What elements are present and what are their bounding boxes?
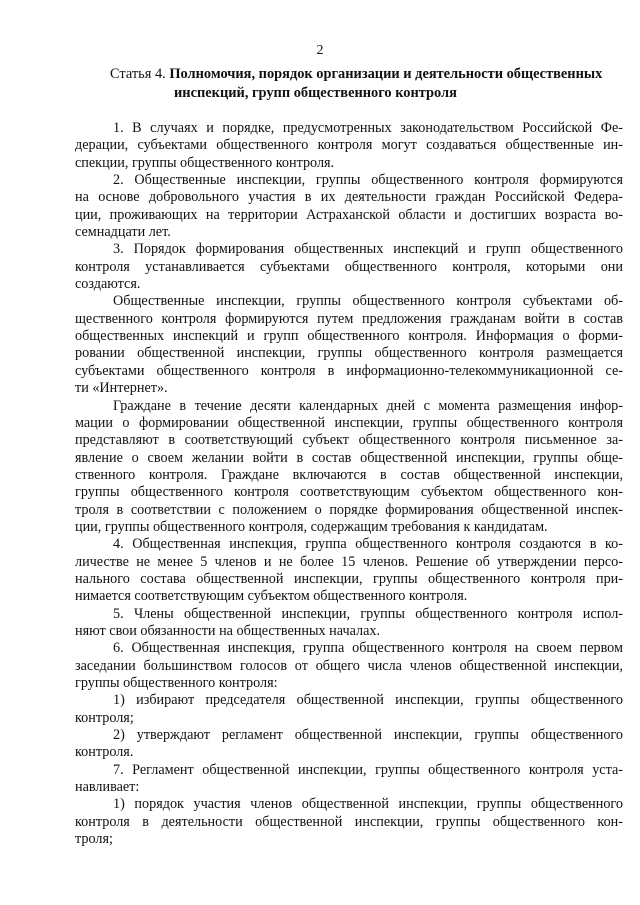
paragraph: [75, 692, 623, 727]
paragraph-line: 2) утверждают регламент общественной инспекции, группы общественного: [113, 727, 623, 744]
paragraph-line: явление о своем желании войти в состав общественной инспекции, группы обще-: [75, 449, 623, 466]
paragraph-line: на основе добровольного участия в их деятельности граждан Российской Федера-: [75, 189, 623, 206]
paragraph-line: троля в соответствии с положением о порядке формирования общественной инспек-: [75, 501, 623, 518]
paragraph-line: контроля.: [75, 744, 134, 761]
paragraph-line: 1) порядок участия членов общественной инспекции, группы общественного: [113, 796, 623, 813]
paragraph-line: 5. Члены общественной инспекции, группы общественного контроля испол-: [113, 605, 623, 622]
paragraph-line: семнадцати лет.: [75, 224, 171, 241]
paragraph: [75, 536, 623, 605]
paragraph-line: 6. Общественная инспекция, группа общественного контроля на своем первом: [113, 640, 623, 657]
paragraph-line: 3. Порядок формирования общественных инспекций и групп общественного: [113, 241, 623, 258]
article-title-line2: инспекций, групп общественного контроля: [174, 85, 457, 101]
paragraph-line: общественных инспекций и групп общественного контроля. Информация о форми-: [75, 328, 623, 345]
paragraph-line: троля;: [75, 831, 113, 848]
paragraph-line: Граждане в течение десяти календарных дней с момента размещения инфор-: [113, 397, 623, 414]
paragraph: [75, 727, 623, 762]
page-number: 2: [316, 43, 324, 58]
paragraph-line: группы общественного контроля соответствующим субъектом общественного кон-: [75, 484, 623, 501]
article-label: Статья 4.: [110, 66, 166, 82]
paragraph-line: личестве не менее 5 членов и не более 15 членов. Решение об утверждении персо-: [75, 553, 623, 570]
paragraph: [75, 120, 623, 172]
paragraph-line: 2. Общественные инспекции, группы общественного контроля формируются: [113, 172, 623, 189]
paragraph-line: заседании большинством голосов от общего числа членов общественной инспекции,: [75, 657, 623, 674]
paragraph-line: дерации, субъектами общественного контроля могут создаваться общественные ин-: [75, 137, 623, 154]
article-heading: [110, 65, 620, 103]
paragraph-line: группы общественного контроля:: [75, 675, 278, 691]
paragraph-line: мации о формировании общественной инспекции, группы общественного контроля: [75, 414, 623, 431]
paragraph: [75, 606, 623, 641]
paragraph: [75, 640, 623, 692]
paragraph-line: спекции, группы общественного контроля.: [75, 154, 335, 171]
paragraph-line: представляют в соответствующий субъект общественного контроля письменное за-: [75, 432, 623, 449]
paragraph-line: ти «Интернет».: [75, 380, 168, 397]
article-body: [75, 120, 623, 848]
paragraph-line: 1. В случаях и порядке, предусмотренных законодательством Российской Фе-: [113, 120, 623, 136]
paragraph-line: субъектами общественного контроля в информационно-телекоммуникационной се-: [75, 362, 623, 379]
paragraph: [75, 762, 623, 797]
paragraph-line: создаются.: [75, 276, 141, 293]
paragraph: [75, 172, 623, 241]
paragraph-line: ровании общественной инспекции, группы общественного контроля размещается: [75, 345, 623, 362]
paragraph-line: навливает:: [75, 779, 140, 796]
paragraph: [75, 293, 623, 397]
paragraph-line: 1) избирают председателя общественной инспекции, группы общественного: [113, 692, 623, 709]
paragraph-line: ственного контроля. Граждане включаются в состав общественной инспекции,: [75, 466, 623, 483]
article-title-line1: Полномочия, порядок организации и деятельности общественных: [169, 66, 603, 82]
paragraph-line: контроля устанавливается субъектами общественного контроля, которыми они: [75, 258, 623, 275]
paragraph-line: щественного контроля формируются путем предложения гражданам войти в состав: [75, 310, 623, 327]
paragraph: [75, 796, 623, 848]
paragraph-line: няют свои обязанности на общественных началах.: [75, 622, 381, 639]
paragraph-line: нимается соответствующим субъектом общественного контроля.: [75, 588, 468, 605]
paragraph-line: 7. Регламент общественной инспекции, группы общественного контроля уста-: [113, 761, 623, 778]
paragraph-line: ции, проживающих на территории Астраханской области и достигших возраста во-: [75, 206, 623, 223]
paragraph-line: контроля в деятельности общественной инспекции, группы общественного кон-: [75, 813, 623, 830]
paragraph-line: Общественные инспекции, группы общественного контроля субъектами об-: [113, 293, 623, 310]
paragraph: [75, 241, 623, 293]
paragraph-line: контроля;: [75, 709, 134, 726]
paragraph-line: 4. Общественная инспекция, группа общественного контроля создаются в ко-: [113, 536, 623, 553]
paragraph-line: ции, группы общественного контроля, содержащим требования к кандидатам.: [75, 518, 548, 535]
paragraph: [75, 398, 623, 537]
paragraph-line: нального состава общественной инспекции, группы общественного контроля при-: [75, 570, 623, 587]
